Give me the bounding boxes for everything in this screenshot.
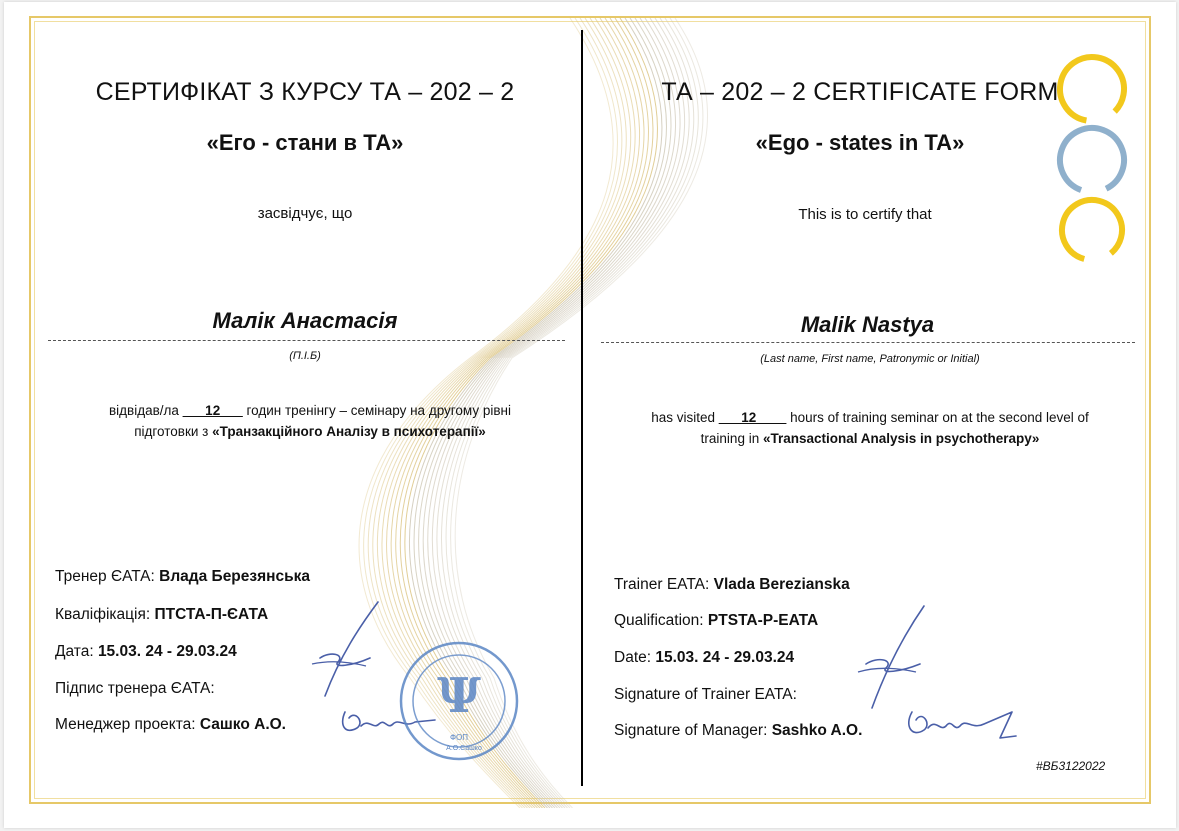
left-trainer-value: Влада Березянська <box>159 568 311 585</box>
right-manager-label: Signature of Manager: <box>614 722 772 739</box>
right-subtitle: «Ego - states in TA» <box>755 130 965 155</box>
left-qualification-value: ПТСТА-П-ЄАТА <box>154 606 269 623</box>
right-trainer <box>614 576 850 594</box>
right-date <box>614 649 794 667</box>
left-qualification <box>55 606 268 624</box>
right-manager-signature <box>900 700 1025 750</box>
left-date <box>55 643 237 661</box>
right-trainer-signature <box>848 600 938 715</box>
left-name-line <box>48 340 565 341</box>
stamp-text-top: ФОП <box>449 733 469 742</box>
right-attendance-text <box>600 407 1140 449</box>
left-manager-label: Менеджер проекта: <box>55 716 200 733</box>
right-manager <box>614 722 862 740</box>
right-program: «Transactional Analysis in psychotherapy» <box>762 431 1040 446</box>
right-manager-value: Sashko A.O. <box>771 722 863 739</box>
right-certifies-text: This is to certify that <box>798 206 932 223</box>
right-qualification-label: Qualification: <box>614 612 708 629</box>
left-date-value: 15.03. 24 - 29.03.24 <box>97 643 237 660</box>
left-trainer <box>55 568 310 586</box>
right-name-line <box>601 342 1135 343</box>
left-certifies-text: засвідчує, що <box>257 205 353 222</box>
left-attendance-text <box>40 400 580 442</box>
certificate-code: #ВБ3122022 <box>1036 759 1106 773</box>
right-hours: ___12____ <box>718 410 787 425</box>
right-visited-post: hours of training seminar on at the second level of <box>786 410 1089 425</box>
right-line2-pre: training in <box>700 431 763 446</box>
right-date-label: Date: <box>614 649 656 666</box>
center-divider <box>581 30 583 786</box>
left-title: СЕРТИФІКАТ З КУРСУ ТА – 202 – 2 <box>95 78 515 106</box>
left-hours: ___12___ <box>182 403 243 418</box>
right-qualification <box>614 612 818 630</box>
right-recipient-name: Malik Nastya <box>800 312 935 337</box>
stamp-text-bottom: А.О.Сашко <box>446 745 482 752</box>
left-manager <box>55 716 286 734</box>
left-subtitle: «Его - стани в ТА» <box>206 130 404 155</box>
left-attended-pre: відвідав/ла <box>108 403 183 418</box>
right-trainer-value: Vlada Berezianska <box>713 576 850 593</box>
left-trainer-signature <box>300 596 390 706</box>
left-manager-value: Сашко А.О. <box>199 716 286 733</box>
right-title: ТА – 202 – 2 CERTIFICATE FORM <box>661 78 1059 106</box>
right-qualification-value: PTSTA-P-EATA <box>707 612 819 629</box>
left-date-label: Дата: <box>55 643 98 660</box>
right-trainer-label: Trainer EATA: <box>614 576 714 593</box>
left-line2-pre: підготовки з <box>134 424 213 439</box>
right-name-hint: (Last name, First name, Patronymic or Initial) <box>760 353 980 365</box>
left-recipient-name: Малік Анастасія <box>212 308 398 333</box>
official-stamp <box>398 640 520 762</box>
right-signature-label: Signature of Trainer EATA: <box>614 686 797 703</box>
right-visited-pre: has visited <box>651 410 719 425</box>
left-trainer-label: Тренер ЄАТА: <box>55 568 160 585</box>
stamp-psi-symbol: Ψ <box>437 668 481 724</box>
left-program: «Транзакційного Аналізу в психотерапії» <box>212 424 486 439</box>
left-qualification-label: Кваліфікація: <box>55 606 155 623</box>
left-signature-label: Підпис тренера ЄАТА: <box>55 680 215 697</box>
left-attended-post: годин тренінгу – семінару на другому рівні <box>242 403 512 418</box>
left-name-hint: (П.І.Б) <box>289 350 321 362</box>
right-date-value: 15.03. 24 - 29.03.24 <box>655 649 795 666</box>
